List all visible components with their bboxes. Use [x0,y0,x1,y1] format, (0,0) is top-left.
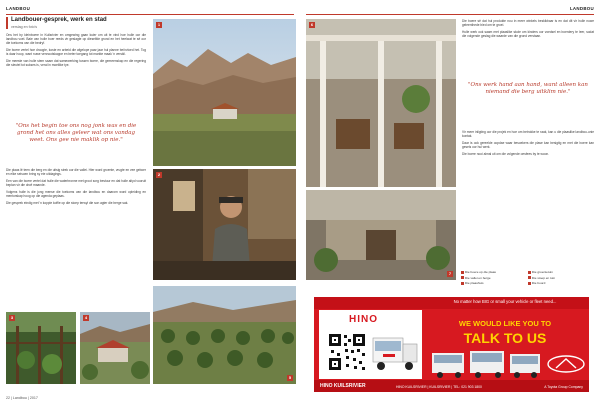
hino-logo-large [546,355,586,373]
section-tag: LANDBOU [569,6,594,11]
article-byline: verslag en foto's [11,25,38,29]
legend-text: Die groentetuin [531,270,553,274]
ad-tagline: No matter how BIG or small your vehicle or fleet need... [453,299,557,304]
paragraph: Ons het by kleinboere in Kuilsrivier en omgewing gaan kuier om uit te vind hoe hulle oor die landbou voel. Baie van hulle boer reeds vir geslagte op dieselfde grond en het heelwat te sê oor die toekoms van die bedryf. [6,33,146,46]
legend-item [461,276,527,281]
toyota-group-text: A Toyota Group Company [544,384,583,389]
paragraph: Een van die boere vertel dat hulle die waterbronne met groot sorg bestuur en dat hulle altyd vooruit beplan vir die droë maande. [6,178,146,188]
ad-headline-1: WE WOULD LIKE YOU TO [458,319,552,328]
right-page [300,0,600,404]
photo-caption-legend [461,270,597,287]
photo-number: 7 [448,271,452,276]
qr-code-icon [327,332,367,372]
section-tag: LANDBOU [6,6,31,11]
photo-number: 6 [310,22,314,27]
legend-item [528,276,594,281]
photo-orchard [153,286,296,384]
photo-farmer-portrait [153,169,296,280]
ad-logo-panel [319,310,422,379]
header-rule [6,14,294,15]
dealer-contact: HINO KUILSRIVIER | KUILSRIVIER | TEL: 021 903 1800 [396,384,482,389]
hino-advertisement[interactable] [314,297,589,392]
body-column-1a [6,33,146,70]
body-column-2b [462,130,594,159]
paragraph: Die boere nooi almal uit om die volgende oesfees by te woon. [462,151,550,156]
photo-number: 2 [157,172,161,177]
truck-icon [371,334,419,374]
title-accent [6,17,8,29]
ad-headline-2: TALK TO US [463,330,547,346]
legend-item [461,270,527,275]
photo-garden [6,312,76,384]
legend-item [528,281,594,286]
page-folio: 22 | Landbou | 2017 [6,396,38,400]
legend-item [461,281,527,286]
body-column-2a [462,19,594,41]
dealer-name: HINO KUILSRIVIER [320,383,366,389]
photo-farmhouse [80,312,150,384]
photo-number: 1 [157,22,161,27]
photo-courtyard [306,190,456,280]
legend-item [528,270,594,275]
paragraph: Die plaas lê teen die berg en die uitsig strek oor die vallei. Hier word groente, vrugte en vee geboer en elke seisoen bring sy eie uitdagings. [6,168,146,177]
photo-stoep [306,19,456,187]
paragraph: Die boere sê dat hul produkte nou in meer winkels beskikbaar is en dat dit vir hulle nuwe geleenthede bied om te groei. [462,19,594,28]
photo-number: 5 [288,375,292,380]
paragraph: Volgens hulle is die jong mense die toekoms van die landbou en daarom word opleiding en mentorskap hoog op die agenda geplaas. [6,189,146,199]
body-column-1b [6,168,146,207]
header-rule [306,14,594,15]
legend-text: Die plaashuis [465,281,484,285]
legend-text: Die stoep en tuin [531,275,556,280]
paragraph: Die meeste van hulle stem saam dat samewerking tussen boere, die gemeenskap en die regering die sleutel tot sukses is, veral in moeilike tye. [6,59,146,68]
truck-fleet-icon [432,349,542,379]
article-title: Landbouer-gesprek, werk en stad [11,17,107,23]
photo-number: 4 [84,315,88,320]
paragraph: Die gesprek eindig met 'n koppie koffie op die stoep terwyl die son agter die berge sak. [6,200,129,205]
legend-text: Die vallei en berge [465,275,491,280]
photo-number: 3 [10,315,14,320]
paragraph: Hulle werk ook saam met plaaslike skole om kinders oor voedsel en boerdery te leer, sodat die volgende geslag die waarde van die grond verstaan. [462,29,594,39]
paragraph: Vir meer inligting oor die projek en hoe om betrokke te raak, kan u die plaaslike landbou-unie kontak. [462,130,594,139]
pull-quote: "Ons werk hand aan hand, want alleen kan niemand die berg uitklim nie." [468,82,588,95]
photo-mountain-landscape [153,19,296,166]
paragraph: Die boere vertel hoe droogte, koste en arbeid die afgelope paar jaar hul planne beïnvloed het. Tog is daar hoop, want nuwe vennootskappe en beter toegang tot markte maak 'n verskil. [6,48,146,57]
legend-text: Die boord [531,281,546,285]
hino-logo: HINO [349,314,378,325]
pull-quote: "Ons het begin toe ons nog jonk was en die grond het ons alles geleer wat ons vandag weet. Ons gee nie maklik op nie." [15,123,137,143]
paragraph: Daar is ook gereelde oopdae waar besoekers die plase kan besigtig en met die boere kan gesels oor hul werk. [462,140,594,150]
legend-text: Die boere op die plaas [465,270,496,274]
